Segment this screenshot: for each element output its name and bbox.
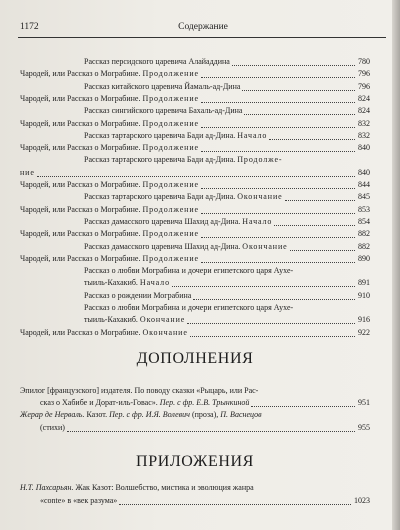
entry-text: Чародей, или Рассказ о Мограбине. bbox=[20, 229, 143, 239]
leader-dots bbox=[201, 93, 355, 103]
entry-title bbox=[84, 154, 283, 165]
supplement-entry bbox=[0, 422, 400, 433]
entry-status: Продолжение bbox=[142, 143, 199, 153]
entry-status: Продолжение bbox=[142, 118, 199, 128]
entry-page-number: 824 bbox=[358, 93, 370, 103]
page-number: 1172 bbox=[20, 22, 39, 32]
entry-status: Продолжение bbox=[142, 93, 199, 103]
toc-entry bbox=[0, 118, 400, 129]
entry-translator: Пер. с фр. И.Я. Волевич bbox=[109, 410, 190, 419]
leader-dots bbox=[190, 327, 355, 337]
entry-title bbox=[84, 277, 170, 288]
leader-dots bbox=[37, 167, 355, 177]
entry-status: Начало bbox=[242, 216, 273, 226]
leader-dots bbox=[290, 241, 355, 251]
entry-title bbox=[20, 409, 262, 420]
supplement-entry bbox=[0, 397, 400, 408]
entry-title bbox=[20, 385, 258, 396]
entry-text: Чародей, или Рассказ о Мограбине. bbox=[20, 180, 143, 189]
entry-page-number: 882 bbox=[358, 229, 370, 239]
entry-text: Рассказ о любви Мограбина и дочери египетского царя Аухе- bbox=[84, 266, 294, 276]
entry-page-number: 796 bbox=[358, 69, 370, 79]
entry-title bbox=[84, 290, 191, 301]
entry-text: Рассказ тартарского царевича Бади ад-Дина. bbox=[84, 155, 238, 165]
entry-status: Продолжение bbox=[142, 253, 199, 263]
entry-status: Начало bbox=[237, 130, 268, 140]
entry-title bbox=[84, 105, 242, 116]
entry-title bbox=[84, 191, 283, 202]
entry-title bbox=[84, 265, 293, 276]
appendix-entry bbox=[0, 495, 400, 506]
entry-status: Продолжение bbox=[142, 204, 199, 214]
leader-dots bbox=[285, 191, 355, 201]
leader-dots bbox=[201, 228, 355, 238]
appendix-entry bbox=[0, 482, 400, 493]
entry-author: Н.Т. Пахсарьян. bbox=[20, 483, 74, 492]
entry-title bbox=[84, 130, 267, 141]
supplement-entry bbox=[0, 409, 400, 420]
leader-dots bbox=[201, 142, 355, 152]
leader-dots bbox=[201, 118, 355, 128]
entry-text: Чародей, или Рассказ о Мограбине. bbox=[20, 93, 143, 103]
entry-text: тыиль-Кахакиб. bbox=[84, 278, 140, 288]
entry-text: Рассказ персидского царевича Алайаддина bbox=[84, 57, 230, 66]
entry-text: Чародей, или Рассказ о Мограбине. bbox=[20, 69, 143, 79]
entry-text: (стихи) bbox=[40, 423, 65, 432]
toc-entry bbox=[0, 130, 400, 141]
entry-page-number: 824 bbox=[358, 106, 370, 116]
entry-status: Окончание bbox=[237, 192, 283, 202]
entry-title bbox=[20, 228, 199, 239]
entry-title bbox=[40, 422, 65, 433]
toc-entry bbox=[0, 253, 400, 264]
entry-page-number: 910 bbox=[358, 290, 370, 300]
supplement-entry bbox=[0, 385, 400, 396]
toc-entry bbox=[0, 204, 400, 215]
entry-translator: П. Васнецов bbox=[220, 410, 262, 419]
entry-title bbox=[84, 56, 230, 67]
leader-dots bbox=[187, 314, 355, 324]
toc-entry bbox=[0, 216, 400, 227]
entry-status: ние bbox=[20, 167, 35, 177]
toc-entry bbox=[0, 154, 400, 165]
entry-page-number: 1023 bbox=[354, 496, 370, 505]
toc-entry bbox=[0, 290, 400, 301]
leader-dots bbox=[172, 277, 355, 287]
entry-page-number: 854 bbox=[358, 216, 370, 226]
entry-text: Рассказ тартарского царевича Бади ад-Дина. bbox=[84, 130, 238, 140]
entry-page-number: 844 bbox=[358, 180, 370, 189]
entry-page-number: 955 bbox=[358, 423, 370, 432]
entry-translator: Пер. с фр. Е.В. Трынкиной bbox=[159, 398, 250, 407]
entry-status: Окончание bbox=[139, 315, 186, 325]
toc-entry bbox=[0, 327, 400, 338]
toc-entry bbox=[0, 314, 400, 325]
entry-title bbox=[84, 81, 240, 92]
entry-page-number: 922 bbox=[358, 327, 370, 337]
entry-text: Рассказ дамасского царевича Шахид ад-Дина. bbox=[84, 216, 243, 226]
entry-title bbox=[40, 495, 117, 506]
leader-dots bbox=[201, 68, 355, 78]
toc-entry bbox=[0, 167, 400, 178]
entry-page-number: 832 bbox=[358, 118, 370, 128]
appendices-heading: ПРИЛОЖЕНИЯ bbox=[136, 453, 254, 470]
entry-page-number: 832 bbox=[358, 130, 370, 140]
entry-text: сказ о Хабибе и Дорат-иль-Говас». bbox=[40, 398, 160, 407]
toc-entry bbox=[0, 81, 400, 92]
entry-page-number: 796 bbox=[358, 81, 370, 91]
entry-title bbox=[84, 241, 288, 252]
entry-title bbox=[20, 93, 199, 104]
entry-author: Жерар де Нерваль. bbox=[20, 410, 85, 419]
entry-title bbox=[84, 314, 185, 325]
entry-title bbox=[20, 142, 199, 153]
entry-title bbox=[20, 204, 199, 215]
entry-title bbox=[20, 68, 199, 79]
entry-title bbox=[20, 482, 254, 493]
leader-dots bbox=[232, 56, 355, 66]
toc-entry bbox=[0, 105, 400, 116]
toc-entry bbox=[0, 241, 400, 252]
entry-text: Рассказ о рождении Мограбина bbox=[84, 290, 192, 300]
leader-dots bbox=[274, 216, 355, 226]
leader-dots bbox=[251, 397, 355, 407]
toc-entry bbox=[0, 191, 400, 202]
toc-entry bbox=[0, 68, 400, 79]
leader-dots bbox=[244, 105, 355, 115]
entry-status: Продолжение bbox=[142, 69, 199, 79]
entry-status: Продолжение bbox=[142, 229, 199, 239]
toc-entry bbox=[0, 179, 400, 190]
entry-page-number: 951 bbox=[358, 398, 370, 407]
leader-dots bbox=[201, 253, 355, 263]
leader-dots bbox=[193, 290, 355, 300]
entry-text: Рассказ китайского царевича Йамаль-ад-Дина bbox=[84, 81, 241, 91]
toc-entry bbox=[0, 228, 400, 239]
running-title: Содержание bbox=[178, 22, 228, 32]
entry-text: Рассказ о любви Мограбина и дочери египетского царя Аухе- bbox=[84, 303, 294, 312]
toc-entry bbox=[0, 302, 400, 313]
leader-dots bbox=[67, 422, 355, 432]
entry-title bbox=[20, 118, 199, 129]
entry-page-number: 845 bbox=[358, 192, 370, 202]
entry-text: Рассказ сингийского царевича Бахаль-ад-Дина bbox=[84, 106, 243, 116]
entry-status: Окончание bbox=[142, 327, 188, 337]
toc-entry bbox=[0, 265, 400, 276]
entry-status: Окончание bbox=[242, 241, 288, 251]
entry-page-number: 853 bbox=[358, 204, 370, 214]
leader-dots bbox=[201, 179, 355, 189]
toc-entry bbox=[0, 277, 400, 288]
entry-text: Чародей, или Рассказ о Мограбине. bbox=[20, 118, 143, 128]
entry-page-number: 890 bbox=[358, 253, 370, 263]
entry-title bbox=[20, 327, 188, 338]
entry-text: Казот. bbox=[84, 410, 110, 419]
entry-text: Рассказ тартарского царевича Бади ад-Дина. bbox=[84, 192, 238, 202]
entry-page-number: 840 bbox=[358, 167, 370, 177]
toc-entry bbox=[0, 142, 400, 153]
entry-page-number: 840 bbox=[358, 143, 370, 153]
entry-text: Жак Казот: Волшебство, мистика и эволюция жанра bbox=[73, 483, 254, 492]
entry-text: тыиль-Кахакиб. bbox=[84, 315, 140, 325]
entry-title bbox=[84, 302, 293, 313]
entry-page-number: 891 bbox=[358, 278, 370, 288]
entry-title bbox=[84, 216, 272, 227]
entry-status: Начало bbox=[139, 278, 170, 288]
entry-text: Рассказ дамасского царевича Шахид ад-Дина. bbox=[84, 241, 243, 251]
entry-status: Продолже- bbox=[237, 155, 283, 165]
entry-page-number: 780 bbox=[358, 57, 370, 66]
leader-dots bbox=[269, 130, 355, 140]
entry-text: (проза), bbox=[189, 410, 221, 419]
entry-page-number: 882 bbox=[358, 241, 370, 251]
entry-text: «conte» в «век разума» bbox=[40, 496, 118, 505]
entry-title bbox=[20, 167, 35, 178]
entry-status: Продолжение bbox=[142, 180, 199, 189]
entry-text: Чародей, или Рассказ о Мограбине. bbox=[20, 143, 143, 153]
toc-entry bbox=[0, 93, 400, 104]
entry-text: Чародей, или Рассказ о Мограбине. bbox=[20, 253, 143, 263]
entry-title bbox=[20, 253, 199, 264]
entry-title bbox=[20, 179, 199, 190]
leader-dots bbox=[119, 495, 351, 505]
entry-page-number: 916 bbox=[358, 315, 370, 325]
entry-text: Чародей, или Рассказ о Мограбине. bbox=[20, 327, 143, 337]
entry-text: Эпилог [французского] издателя. По поводу сказки «Рыцарь, или Рас- bbox=[20, 386, 259, 395]
entry-text: Чародей, или Рассказ о Мограбине. bbox=[20, 204, 143, 214]
toc-entry bbox=[0, 56, 400, 67]
leader-dots bbox=[242, 81, 355, 91]
supplements-heading: ДОПОЛНЕНИЯ bbox=[136, 350, 254, 367]
entry-title bbox=[40, 397, 249, 408]
leader-dots bbox=[201, 204, 355, 214]
